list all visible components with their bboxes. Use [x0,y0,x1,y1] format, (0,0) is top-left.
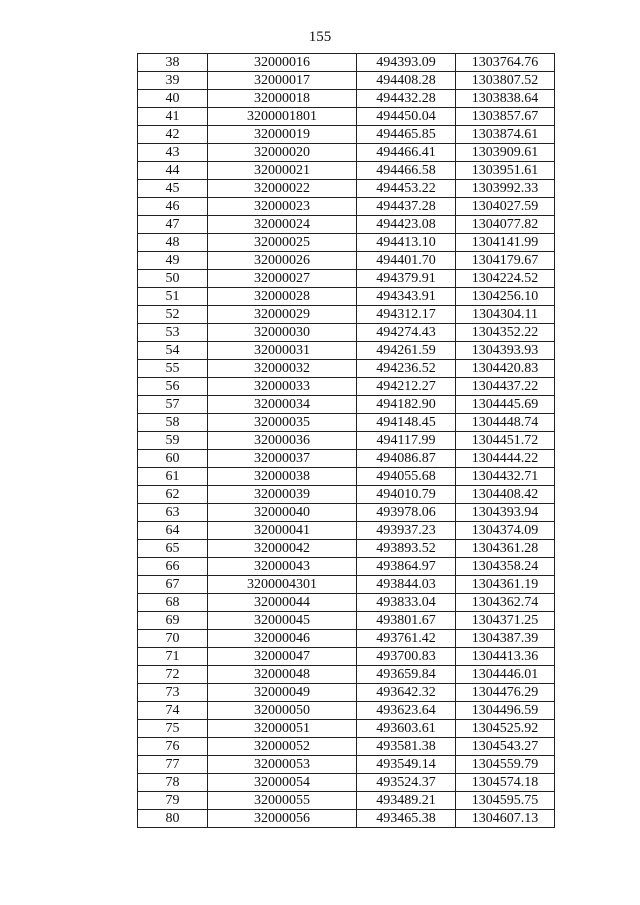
table-row [138,594,555,612]
x-coordinate-cell: 493937.23 [357,522,456,540]
table-row [138,288,555,306]
table-row [138,738,555,756]
y-coordinate-cell: 1304352.22 [456,324,555,342]
point-number-cell: 45 [138,180,208,198]
x-coordinate-cell: 493833.04 [357,594,456,612]
y-coordinate-cell: 1304374.09 [456,522,555,540]
y-coordinate-cell: 1303807.52 [456,72,555,90]
point-id-cell: 32000019 [208,126,357,144]
y-coordinate-cell: 1304387.39 [456,630,555,648]
point-number-cell: 72 [138,666,208,684]
table-row [138,792,555,810]
point-id-cell: 3200001801 [208,108,357,126]
point-number-cell: 64 [138,522,208,540]
point-id-cell: 32000023 [208,198,357,216]
point-number-cell: 66 [138,558,208,576]
point-number-cell: 50 [138,270,208,288]
table-row [138,360,555,378]
table-row [138,630,555,648]
point-id-cell: 32000034 [208,396,357,414]
y-coordinate-cell: 1304595.75 [456,792,555,810]
x-coordinate-cell: 494401.70 [357,252,456,270]
table-row [138,684,555,702]
point-id-cell: 32000041 [208,522,357,540]
point-id-cell: 32000044 [208,594,357,612]
y-coordinate-cell: 1304432.71 [456,468,555,486]
x-coordinate-cell: 494182.90 [357,396,456,414]
y-coordinate-cell: 1304141.99 [456,234,555,252]
x-coordinate-cell: 494423.08 [357,216,456,234]
y-coordinate-cell: 1304574.18 [456,774,555,792]
x-coordinate-cell: 493659.84 [357,666,456,684]
x-coordinate-cell: 494086.87 [357,450,456,468]
point-id-cell: 32000038 [208,468,357,486]
point-id-cell: 32000045 [208,612,357,630]
table-row [138,252,555,270]
x-coordinate-cell: 493700.83 [357,648,456,666]
point-number-cell: 71 [138,648,208,666]
point-id-cell: 32000056 [208,810,357,828]
table-row [138,198,555,216]
point-number-cell: 76 [138,738,208,756]
table-row [138,540,555,558]
point-number-cell: 57 [138,396,208,414]
x-coordinate-cell: 494450.04 [357,108,456,126]
x-coordinate-cell: 494466.41 [357,144,456,162]
table-row [138,522,555,540]
y-coordinate-cell: 1304179.67 [456,252,555,270]
point-number-cell: 65 [138,540,208,558]
y-coordinate-cell: 1303764.76 [456,54,555,72]
table-row [138,756,555,774]
x-coordinate-cell: 494453.22 [357,180,456,198]
table-row [138,180,555,198]
point-number-cell: 63 [138,504,208,522]
table-row [138,270,555,288]
y-coordinate-cell: 1304413.36 [456,648,555,666]
point-id-cell: 32000040 [208,504,357,522]
point-number-cell: 54 [138,342,208,360]
point-number-cell: 62 [138,486,208,504]
point-number-cell: 46 [138,198,208,216]
table-row [138,810,555,828]
x-coordinate-cell: 494413.10 [357,234,456,252]
x-coordinate-cell: 493978.06 [357,504,456,522]
point-number-cell: 59 [138,432,208,450]
y-coordinate-cell: 1304437.22 [456,378,555,396]
x-coordinate-cell: 494055.68 [357,468,456,486]
point-number-cell: 39 [138,72,208,90]
point-number-cell: 55 [138,360,208,378]
y-coordinate-cell: 1304476.29 [456,684,555,702]
x-coordinate-cell: 494312.17 [357,306,456,324]
page-number: 155 [308,29,332,45]
y-coordinate-cell: 1303909.61 [456,144,555,162]
point-id-cell: 32000030 [208,324,357,342]
point-number-cell: 48 [138,234,208,252]
x-coordinate-cell: 494117.99 [357,432,456,450]
point-id-cell: 32000053 [208,756,357,774]
x-coordinate-cell: 494465.85 [357,126,456,144]
point-number-cell: 77 [138,756,208,774]
table-row [138,468,555,486]
table-row [138,558,555,576]
table-row [138,612,555,630]
point-number-cell: 58 [138,414,208,432]
point-number-cell: 41 [138,108,208,126]
x-coordinate-cell: 493603.61 [357,720,456,738]
table-row [138,108,555,126]
y-coordinate-cell: 1304361.28 [456,540,555,558]
y-coordinate-cell: 1303838.64 [456,90,555,108]
table-row [138,486,555,504]
point-number-cell: 73 [138,684,208,702]
table-row [138,90,555,108]
table-row [138,72,555,90]
x-coordinate-cell: 493465.38 [357,810,456,828]
x-coordinate-cell: 494393.09 [357,54,456,72]
point-number-cell: 56 [138,378,208,396]
point-id-cell: 32000033 [208,378,357,396]
y-coordinate-cell: 1304027.59 [456,198,555,216]
point-number-cell: 79 [138,792,208,810]
point-number-cell: 53 [138,324,208,342]
table-row [138,378,555,396]
table-row [138,306,555,324]
y-coordinate-cell: 1304420.83 [456,360,555,378]
point-number-cell: 43 [138,144,208,162]
y-coordinate-cell: 1304559.79 [456,756,555,774]
y-coordinate-cell: 1304371.25 [456,612,555,630]
y-coordinate-cell: 1304448.74 [456,414,555,432]
point-number-cell: 74 [138,702,208,720]
y-coordinate-cell: 1304256.10 [456,288,555,306]
x-coordinate-cell: 494343.91 [357,288,456,306]
point-id-cell: 32000055 [208,792,357,810]
point-id-cell: 32000031 [208,342,357,360]
point-id-cell: 32000048 [208,666,357,684]
point-id-cell: 32000042 [208,540,357,558]
point-id-cell: 32000020 [208,144,357,162]
point-number-cell: 42 [138,126,208,144]
x-coordinate-cell: 494432.28 [357,90,456,108]
y-coordinate-cell: 1304496.59 [456,702,555,720]
x-coordinate-cell: 493864.97 [357,558,456,576]
point-id-cell: 32000021 [208,162,357,180]
y-coordinate-cell: 1304077.82 [456,216,555,234]
point-id-cell: 32000026 [208,252,357,270]
point-id-cell: 32000043 [208,558,357,576]
x-coordinate-cell: 494379.91 [357,270,456,288]
y-coordinate-cell: 1304358.24 [456,558,555,576]
y-coordinate-cell: 1304451.72 [456,432,555,450]
y-coordinate-cell: 1303992.33 [456,180,555,198]
x-coordinate-cell: 494010.79 [357,486,456,504]
y-coordinate-cell: 1304445.69 [456,396,555,414]
point-id-cell: 32000035 [208,414,357,432]
x-coordinate-cell: 494148.45 [357,414,456,432]
y-coordinate-cell: 1303951.61 [456,162,555,180]
point-id-cell: 32000039 [208,486,357,504]
point-number-cell: 40 [138,90,208,108]
y-coordinate-cell: 1303874.61 [456,126,555,144]
y-coordinate-cell: 1304224.52 [456,270,555,288]
point-id-cell: 32000027 [208,270,357,288]
x-coordinate-cell: 493623.64 [357,702,456,720]
coordinates-table-body [138,54,555,828]
point-id-cell: 32000047 [208,648,357,666]
table-row [138,666,555,684]
x-coordinate-cell: 494212.27 [357,378,456,396]
y-coordinate-cell: 1304446.01 [456,666,555,684]
table-row [138,396,555,414]
point-id-cell: 32000024 [208,216,357,234]
table-row [138,720,555,738]
y-coordinate-cell: 1304607.13 [456,810,555,828]
x-coordinate-cell: 494408.28 [357,72,456,90]
point-number-cell: 69 [138,612,208,630]
point-id-cell: 32000046 [208,630,357,648]
point-id-cell: 32000022 [208,180,357,198]
point-number-cell: 47 [138,216,208,234]
x-coordinate-cell: 494466.58 [357,162,456,180]
x-coordinate-cell: 493524.37 [357,774,456,792]
point-id-cell: 32000050 [208,702,357,720]
point-id-cell: 32000049 [208,684,357,702]
point-number-cell: 70 [138,630,208,648]
point-number-cell: 80 [138,810,208,828]
y-coordinate-cell: 1304543.27 [456,738,555,756]
point-id-cell: 3200004301 [208,576,357,594]
coordinates-table [137,53,555,828]
y-coordinate-cell: 1303857.67 [456,108,555,126]
point-id-cell: 32000032 [208,360,357,378]
y-coordinate-cell: 1304408.42 [456,486,555,504]
point-number-cell: 75 [138,720,208,738]
table-row [138,432,555,450]
point-id-cell: 32000017 [208,72,357,90]
point-id-cell: 32000016 [208,54,357,72]
x-coordinate-cell: 493761.42 [357,630,456,648]
x-coordinate-cell: 494236.52 [357,360,456,378]
table-row [138,576,555,594]
table-row [138,450,555,468]
point-id-cell: 32000054 [208,774,357,792]
point-number-cell: 67 [138,576,208,594]
table-row [138,144,555,162]
point-id-cell: 32000018 [208,90,357,108]
table-row [138,234,555,252]
point-number-cell: 61 [138,468,208,486]
y-coordinate-cell: 1304304.11 [456,306,555,324]
point-number-cell: 60 [138,450,208,468]
table-row [138,414,555,432]
table-row [138,648,555,666]
x-coordinate-cell: 494437.28 [357,198,456,216]
x-coordinate-cell: 493489.21 [357,792,456,810]
x-coordinate-cell: 494274.43 [357,324,456,342]
table-row [138,324,555,342]
point-number-cell: 78 [138,774,208,792]
y-coordinate-cell: 1304393.93 [456,342,555,360]
y-coordinate-cell: 1304362.74 [456,594,555,612]
point-number-cell: 49 [138,252,208,270]
point-id-cell: 32000051 [208,720,357,738]
y-coordinate-cell: 1304361.19 [456,576,555,594]
x-coordinate-cell: 493642.32 [357,684,456,702]
table-row [138,774,555,792]
point-id-cell: 32000052 [208,738,357,756]
y-coordinate-cell: 1304393.94 [456,504,555,522]
table-row [138,54,555,72]
point-id-cell: 32000029 [208,306,357,324]
x-coordinate-cell: 493549.14 [357,756,456,774]
point-id-cell: 32000037 [208,450,357,468]
y-coordinate-cell: 1304525.92 [456,720,555,738]
y-coordinate-cell: 1304444.22 [456,450,555,468]
point-id-cell: 32000028 [208,288,357,306]
table-row [138,504,555,522]
point-number-cell: 38 [138,54,208,72]
point-number-cell: 44 [138,162,208,180]
x-coordinate-cell: 494261.59 [357,342,456,360]
table-row [138,342,555,360]
x-coordinate-cell: 493844.03 [357,576,456,594]
x-coordinate-cell: 493801.67 [357,612,456,630]
x-coordinate-cell: 493581.38 [357,738,456,756]
table-row [138,126,555,144]
point-id-cell: 32000025 [208,234,357,252]
point-id-cell: 32000036 [208,432,357,450]
table-row [138,162,555,180]
table-row [138,216,555,234]
x-coordinate-cell: 493893.52 [357,540,456,558]
table-row [138,702,555,720]
point-number-cell: 52 [138,306,208,324]
point-number-cell: 51 [138,288,208,306]
point-number-cell: 68 [138,594,208,612]
